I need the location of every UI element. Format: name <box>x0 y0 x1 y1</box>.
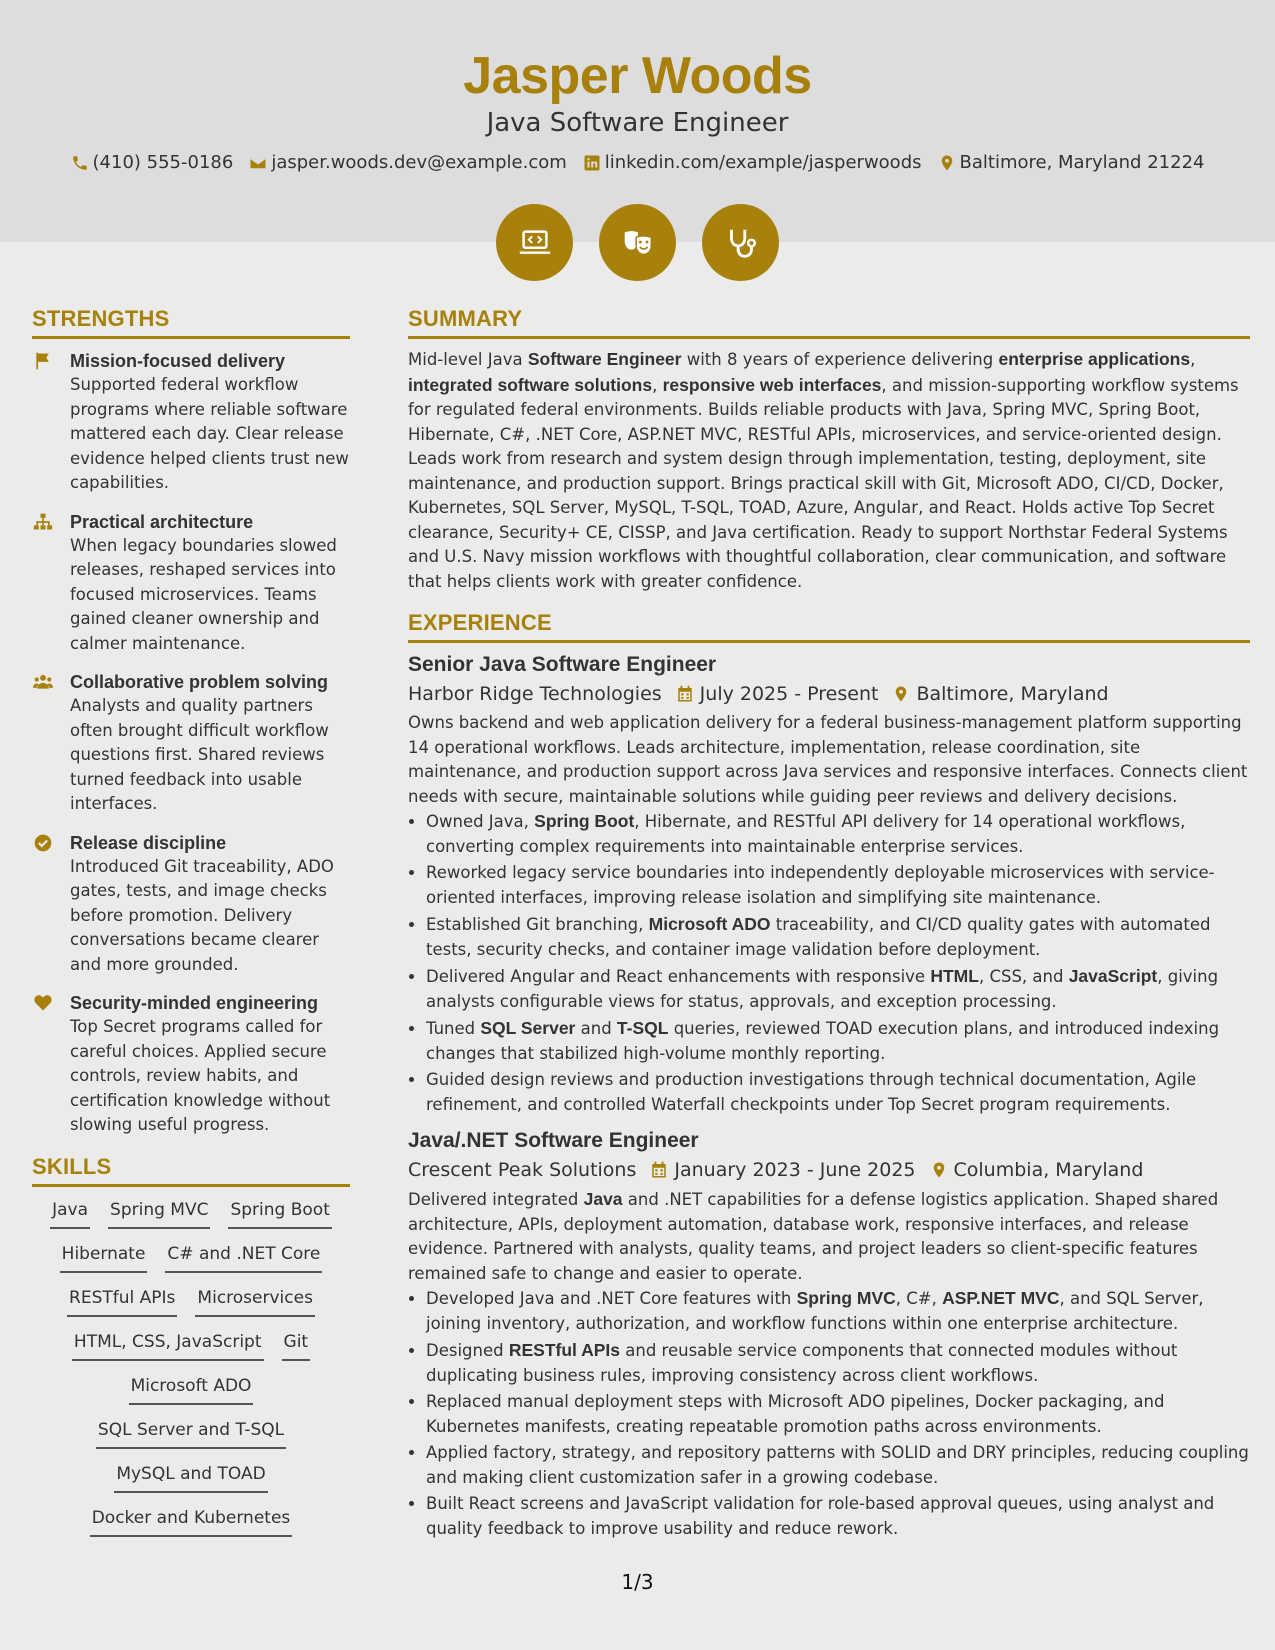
job-location: Columbia, Maryland <box>953 1159 1144 1181</box>
skill-tag: C# and .NET Core <box>165 1241 322 1273</box>
job-entry <box>408 653 1250 1117</box>
stethoscope-icon <box>722 224 760 262</box>
sitemap-icon <box>32 512 54 532</box>
calendar-icon <box>650 1160 668 1180</box>
bullet-item: • Replaced manual deployment steps with Microsoft ADO pipelines, Docker packaging, and Kubernetes manifests, creating repeatable promotion paths across environments. <box>426 1390 1250 1439</box>
map-pin-icon <box>938 154 956 172</box>
contact-phone[interactable] <box>71 152 234 173</box>
bullet-item: • Applied factory, strategy, and repository patterns with SOLID and DRY principles, reducing coupling and making client customization safer in a growing codebase. <box>426 1441 1250 1490</box>
theater-masks-circle <box>599 204 676 281</box>
skill-tag: Git <box>282 1329 311 1361</box>
candidate-name: Jasper Woods <box>463 47 812 105</box>
email-text: jasper.woods.dev@example.com <box>271 152 567 173</box>
skill-tag: MySQL and TOAD <box>114 1461 267 1493</box>
bullet-item: • Established Git branching, Microsoft ADO traceability, and CI/CD quality gates with automated tests, security checks, and container image validation before deployment. <box>426 912 1250 962</box>
strength-desc: Analysts and quality partners often brought difficult workflow questions first. Shared reviews turned feedback into usable interfaces. <box>70 696 329 813</box>
skill-tag: Docker and Kubernetes <box>90 1505 293 1537</box>
strength-item <box>32 510 350 657</box>
linkedin-icon <box>583 154 601 172</box>
bullet-item: • Developed Java and .NET Core features with Spring MVC, C#, ASP.NET MVC, and SQL Server, joining inventory, authorization, and workflow functions within one enterprise architecture. <box>426 1286 1250 1336</box>
contact-linkedin[interactable] <box>583 152 922 173</box>
right-column <box>408 306 1250 1543</box>
left-column <box>32 306 350 1537</box>
skills-list <box>32 1197 350 1537</box>
skill-tag: RESTful APIs <box>67 1285 177 1317</box>
summary-text: Mid-level Java Software Engineer with 8 years of experience delivering enterprise applications, integrated software solutions, responsive web interfaces, and mission-supporting workflow systems for regulated federal environments. Builds reliable products with Java, Spring MVC, Spring Boot, Hibernate, C#, .NET Core, ASP.NET MVC, RESTful APIs, microservices, and service-oriented design. Leads work from research and system design through implementation, testing, deployment, site maintenance, and production support. Brings practical skill with Git, Microsoft ADO, CI/CD, Docker, Kubernetes, SQL Server, MySQL, T-SQL, TOAD, Azure, Angular, and React. Holds active Top Secret clearance, Security+ CE, CISSP, and Java certification. Ready to support Northstar Federal Systems and U.S. Navy mission workflows with thoughtful collaboration, clear communication, and software that helps clients work with greater confidence. <box>408 349 1239 591</box>
strength-desc: Supported federal workflow programs where reliable software mattered each day. Clear release evidence helped clients trust new capabilities. <box>70 375 349 492</box>
job-meta <box>408 683 1250 705</box>
strength-item <box>32 831 350 978</box>
job-bullets <box>408 809 1250 1117</box>
strength-title: Security-minded engineering <box>70 993 319 1013</box>
skill-tag: Java <box>50 1197 90 1229</box>
strength-item <box>32 991 350 1138</box>
map-pin-icon <box>930 1160 948 1180</box>
phone-text: (410) 555-0186 <box>92 152 234 173</box>
skill-tag: Microsoft ADO <box>129 1373 254 1405</box>
experience-heading: EXPERIENCE <box>408 610 1250 643</box>
job-company: Crescent Peak Solutions <box>408 1159 637 1181</box>
job-company: Harbor Ridge Technologies <box>408 683 662 705</box>
job-dates: January 2023 - June 2025 <box>674 1159 916 1181</box>
stethoscope-circle <box>702 204 779 281</box>
strength-desc: When legacy boundaries slowed releases, reshaped services into focused microservices. Teams gained cleaner ownership and calmer maintenance. <box>70 535 337 653</box>
skill-tag: Hibernate <box>60 1241 148 1273</box>
bullet-item: • Tuned SQL Server and T-SQL queries, reviewed TOAD execution plans, and introduced indexing changes that stabilized high-volume monthly reporting. <box>426 1016 1250 1066</box>
job-title: Java/.NET Software Engineer <box>408 1129 699 1152</box>
resume-header <box>0 0 1275 242</box>
job-dates: July 2025 - Present <box>699 683 879 705</box>
linkedin-text: linkedin.com/example/jasperwoods <box>604 152 922 173</box>
interest-icons <box>0 204 1275 281</box>
strength-item <box>32 349 350 496</box>
skill-tag: HTML, CSS, JavaScript <box>72 1329 264 1361</box>
bullet-item: • Reworked legacy service boundaries into independently deployable microservices with service-oriented interfaces, improving release isolation and simplifying site maintenance. <box>426 861 1250 910</box>
contact-email[interactable] <box>249 152 566 173</box>
location-text: Baltimore, Maryland 21224 <box>959 152 1205 173</box>
job-bullets <box>408 1286 1250 1541</box>
skill-tag: Microservices <box>195 1285 315 1317</box>
job-meta <box>408 1159 1250 1181</box>
job-title: Senior Java Software Engineer <box>408 653 717 676</box>
page-number: 1/3 <box>621 1570 654 1594</box>
strength-title: Mission-focused delivery <box>70 351 286 371</box>
job-location: Baltimore, Maryland <box>916 683 1109 705</box>
skills-heading: SKILLS <box>32 1154 350 1187</box>
skill-tag: SQL Server and T-SQL <box>96 1417 286 1449</box>
skill-tag: Spring MVC <box>108 1197 210 1229</box>
laptop-code-circle <box>496 204 573 281</box>
candidate-role: Java Software Engineer <box>486 108 789 138</box>
strength-title: Practical architecture <box>70 511 254 532</box>
strength-desc: Top Secret programs called for careful choices. Applied secure controls, review habits, and certification knowledge without slowing useful progress. <box>70 1017 331 1134</box>
strengths-heading: STRENGTHS <box>32 306 350 339</box>
contact-bar <box>0 152 1275 173</box>
bullet-item: • Owned Java, Spring Boot, Hibernate, and RESTful API delivery for 14 operational workflows, converting complex requirements into maintainable enterprise services. <box>426 809 1250 859</box>
theater-masks-icon <box>619 224 657 262</box>
skill-tag: Spring Boot <box>228 1197 331 1229</box>
laptop-code-icon <box>516 224 554 262</box>
phone-icon <box>71 154 89 172</box>
map-pin-icon <box>892 684 910 704</box>
users-icon <box>32 672 54 692</box>
summary-heading: SUMMARY <box>408 306 1250 339</box>
contact-location <box>938 152 1205 173</box>
strength-title: Release discipline <box>70 832 227 853</box>
bullet-item: • Guided design reviews and production investigations through technical documentation, Agile refinement, and controlled Waterfall checkpoints under Top Secret program requirements. <box>426 1068 1250 1117</box>
job-description: Owns backend and web application delivery for a federal business-management platform supporting 14 operational workflows. Leads architecture, implementation, release coordination, site maintenance, and production support across Java services and responsive interfaces. Connects client needs with secure, maintainable solutions while guiding peer reviews and delivery decisions. <box>408 713 1248 806</box>
heart-icon <box>32 993 54 1013</box>
bullet-item: • Delivered Angular and React enhancements with responsive HTML, CSS, and JavaScript, giving analysts configurable views for status, approvals, and exception processing. <box>426 964 1250 1014</box>
strength-item <box>32 670 350 817</box>
calendar-icon <box>676 684 694 704</box>
envelope-icon <box>249 154 267 172</box>
strength-desc: Introduced Git traceability, ADO gates, tests, and image checks before promotion. Delivery conversations became clearer and more grounded. <box>70 856 334 974</box>
bullet-item: • Designed RESTful APIs and reusable service components that connected modules without duplicating business rules, improving consistency across client workflows. <box>426 1338 1250 1388</box>
job-description: Delivered integrated Java and .NET capabilities for a defense logistics application. Shaped shared architecture, APIs, deployment automation, database work, responsive interfaces, and release evidence. Partnered with analysts, quality teams, and project leaders so client-specific features remained safe to change and easier to operate. <box>408 1189 1219 1283</box>
bullet-item: • Built React screens and JavaScript validation for role-based approval queues, using analyst and quality feedback to improve usability and reduce rework. <box>426 1492 1250 1541</box>
job-entry <box>408 1129 1250 1541</box>
check-circle-icon <box>32 833 54 853</box>
flag-icon <box>32 351 54 371</box>
strength-title: Collaborative problem solving <box>70 672 329 692</box>
